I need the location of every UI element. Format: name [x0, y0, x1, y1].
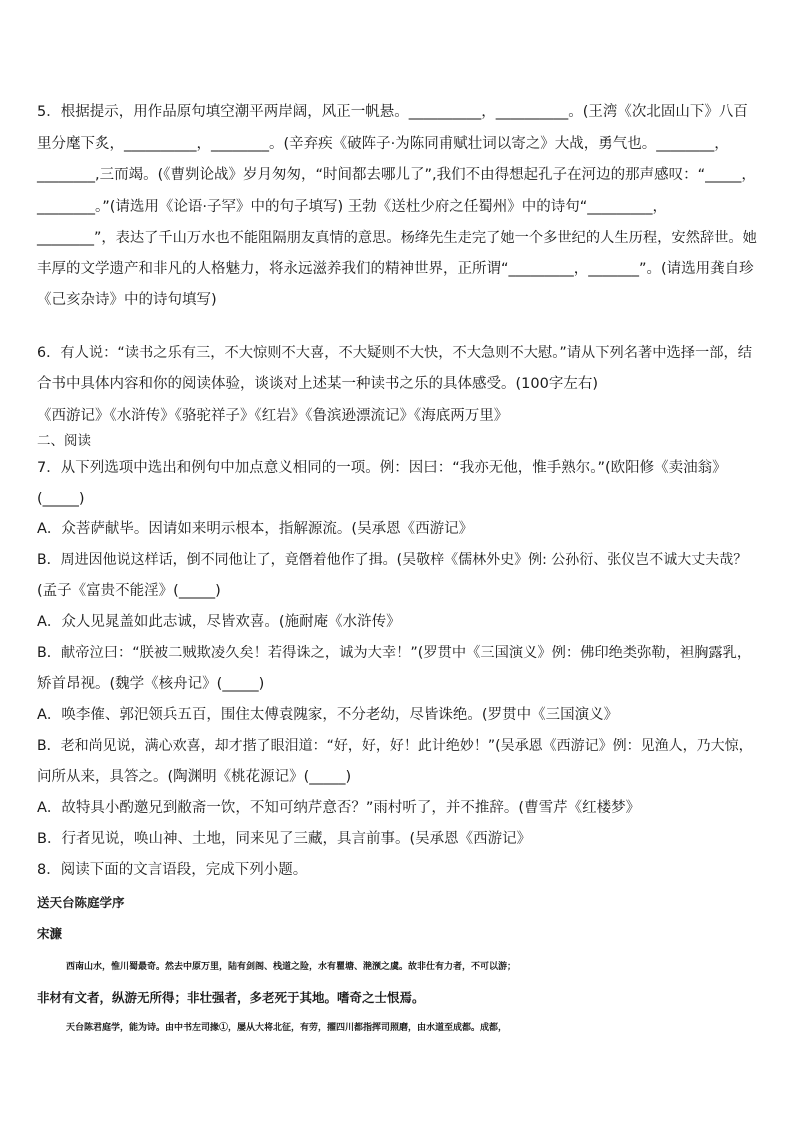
q5-line-1: 5．根据提示，用作品原句填空潮平两岸阔，风正一帆悬。__________，__________。(王湾《次北固山下》八百	[37, 104, 748, 120]
passage-author: 宋濂	[37, 926, 63, 941]
q7-blank-1: (_____)	[37, 491, 85, 507]
q7-option-b-4: B．行者见说，唤山神、土地，同来见了三藏，具言前事。(吴承恩《西游记》	[37, 831, 532, 847]
q7-option-b-2: B．献帝泣曰：“朕被二贼欺凌久矣！若得诛之，诚为大幸！”(罗贯中《三国演义》例：佛印绝类弥勒，袒胸露乳，	[37, 645, 752, 661]
q5-line-7: 《己亥杂诗》中的诗句填写)	[37, 292, 217, 308]
q7-option-a-2: A．众人见晁盖如此志诚，尽皆欢喜。(施耐庵《水浒传》	[37, 614, 401, 630]
q6-line-1: 6．有人说：“读书之乐有三，不大惊则不大喜，不大疑则不大快，不大急则不大慰。”请从下列名著中选择一部，结	[37, 345, 752, 361]
passage-line-3: 天台陈君庭学，能为诗。由中书左司掾①，屡从大将北征，有劳，擢四川都指挥司照磨，由水道至成都。成都，	[66, 1023, 508, 1033]
q6-book-list: 《西游记》《水浒传》《骆驼祥子》《红岩》《鲁滨逊漂流记》《海底两万里》	[37, 408, 509, 424]
q7-blank-4: 问所从来，具答之。(陶渊明《桃花源记》(_____)	[37, 769, 352, 785]
passage-line-1: 西南山水，惟川蜀最奇。然去中原万里，陆有剑阁、栈道之险，水有瞿塘、滟滪之虞。故非仕有力者，不可以游；	[66, 962, 517, 972]
q7-line-1: 7．从下列选项中选出和例句中加点意义相同的一项。例：因曰：“我亦无他，惟手熟尔。”(欧阳修《卖油翁》	[37, 460, 727, 476]
q7-blank-3: 矫首昂视。(魏学《核舟记》(_____)	[37, 676, 265, 692]
q7-blank-2: (孟子《富贵不能淫》(_____)	[37, 583, 221, 599]
q5-line-6: 丰厚的文学遗产和非凡的人格魅力，将永远滋养我们的精神世界，正所谓“_________，_______”。(请选用龚自珍	[37, 261, 754, 277]
q5-line-4: ________。”(请选用《论语·子罕》中的句子填写) 王勃《送杜少府之任蜀州》中的诗句“_________，	[37, 199, 668, 215]
q5-line-3: ________,三而竭。(《曹刿论战》岁月匆匆，“时间都去哪儿了”,我们不由得想起孔子在河边的那声感叹：“_____，	[37, 167, 756, 183]
q7-option-a-4: A．故特具小酌邀兄到敝斋一饮，不知可纳芹意否？”雨村听了，并不推辞。(曹雪芹《红楼梦》	[37, 800, 641, 816]
q7-option-a-1: A．众菩萨献毕。因请如来明示根本，指解源流。(吴承恩《西游记》	[37, 521, 474, 537]
q6-line-2: 合书中具体内容和你的阅读体验，谈谈对上述某一种读书之乐的具体感受。(100字左右)	[37, 376, 598, 392]
passage-line-2: 非材有文者，纵游无所得；非壮强者，多老死于其地。嗜奇之士恨焉。	[37, 990, 425, 1005]
q7-option-b-1: B．周进因他说这样话，倒不同他让了，竟僭着他作了揖。(吴敬梓《儒林外史》例: 公孙衍、张仪岂不诚大丈夫哉？	[37, 552, 748, 568]
q7-option-b-3: B．老和尚见说，满心欢喜，却才揩了眼泪道：“好，好，好！此计绝妙！”(吴承恩《西游记》例：见渔人，乃大惊，	[37, 738, 753, 754]
q7-option-a-3: A．唤李傕、郭汜领兵五百，围住太傅袁隗家，不分老幼，尽皆诛绝。(罗贯中《三国演义》	[37, 707, 619, 723]
q5-line-2: 里分麾下炙，__________，________。(辛弃疾《破阵子·为陈同甫赋壮词以寄之》大战，勇气也。________，	[37, 136, 729, 152]
q8-intro: 8．阅读下面的文言语段，完成下列小题。	[37, 862, 308, 878]
passage-title: 送天台陈庭学序	[37, 895, 125, 910]
section-heading: 二、阅读	[37, 433, 91, 449]
q5-line-5: ________”，表达了千山万水也不能阻隔朋友真情的意思。杨绛先生走完了她一个多世纪的人生历程，安然辞世。她	[37, 230, 757, 246]
